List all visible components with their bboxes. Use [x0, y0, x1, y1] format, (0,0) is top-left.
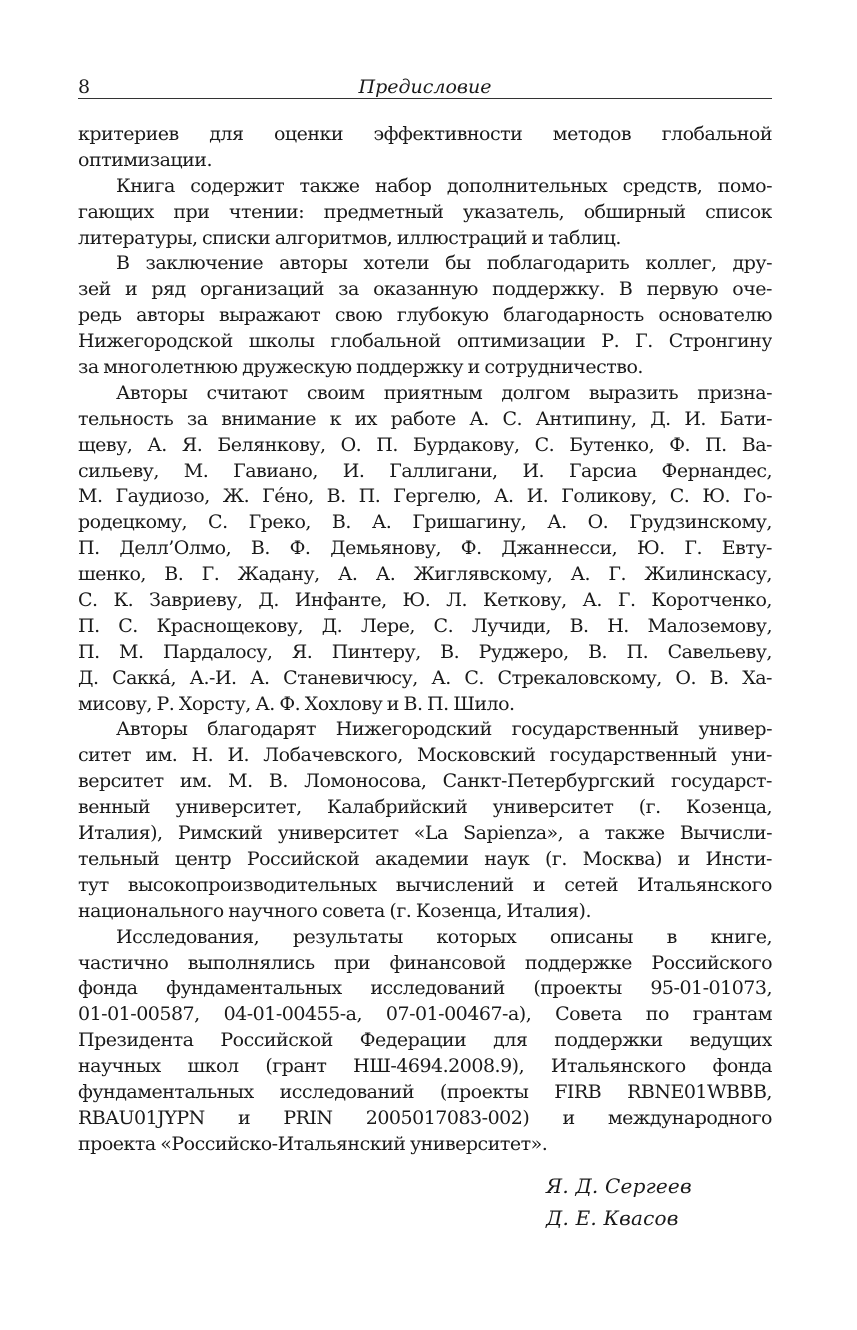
text-line: RBAU01JYPN и PRIN 2005017083-002) и международного — [78, 1106, 772, 1129]
text-line: тут высокопроизводительных вычислений и сетей Итальянского — [78, 873, 772, 896]
text-line: научных школ (грант НШ-4694.2008.9), Итальянского фонда — [78, 1055, 772, 1078]
text-line: фонда фундаментальных исследований (проекты 95-01-01073, — [78, 977, 772, 1000]
text-line: за многолетнюю дружескую поддержку и сотрудничество. — [78, 356, 643, 379]
paragraph — [78, 717, 772, 924]
text-line: фундаментальных исследований (проекты FIRB RBNE01WBBB, — [78, 1080, 772, 1103]
text-line: оптимизации. — [78, 148, 212, 171]
author-signatures — [546, 1170, 692, 1234]
paragraph — [78, 381, 772, 718]
text-line: Италия), Римский университет «La Sapienza», а также Вычисли- — [78, 822, 772, 845]
text-line: сильеву, М. Гавиано, И. Галлигани, И. Гарсиа Фернандес, — [78, 459, 772, 482]
running-head — [78, 76, 772, 99]
text-line: мисову, Р. Хорсту, А. Ф. Хохлову и В. П. Шило. — [78, 692, 515, 715]
paragraph — [78, 174, 772, 252]
text-line: верситет им. М. В. Ломоносова, Санкт-Петербургский государст- — [78, 770, 772, 793]
text-line: частично выполнялись при финансовой поддержке Российского — [78, 951, 772, 974]
text-line: Авторы считают своим приятным долгом выразить призна- — [116, 381, 772, 404]
text-line: Д. Сакка́, А.-И. А. Станевичюсу, А. С. Стрекаловскому, О. В. Ха- — [78, 666, 772, 689]
text-line: ситет им. Н. И. Лобачевского, Московский государственный уни- — [78, 744, 772, 767]
text-line: литературы, списки алгоритмов, иллюстраций и таблиц. — [78, 226, 621, 249]
text-line: гающих при чтении: предметный указатель, обширный список — [78, 200, 772, 223]
text-line: В заключение авторы хотели бы поблагодарить коллег, дру- — [116, 252, 772, 275]
paragraph — [78, 251, 772, 380]
author-signature: Д. Е. Квасов — [546, 1206, 679, 1230]
text-line: проекта «Российско-Итальянский университет». — [78, 1132, 548, 1155]
paragraph — [78, 925, 772, 1158]
text-line: щеву, А. Я. Белянкову, О. П. Бурдакову, С. Бутенко, Ф. П. Ва- — [78, 433, 772, 456]
text-line: П. С. Краснощекову, Д. Лере, С. Лучиди, В. Н. Малоземову, — [78, 614, 772, 637]
text-line: Президента Российской Федерации для поддержки ведущих — [78, 1029, 772, 1052]
text-line: Авторы благодарят Нижегородский государственный универ- — [116, 718, 772, 741]
text-line: шенко, В. Г. Жадану, А. А. Жиглявскому, А. Г. Жилинскасу, — [78, 563, 772, 586]
text-line: критериев для оценки эффективности методов глобальной — [78, 123, 772, 145]
text-line: зей и ряд организаций за оказанную поддержку. В первую оче- — [78, 278, 772, 301]
text-line: Исследования, результаты которых описаны в книге, — [116, 925, 772, 948]
text-line: П. Делл’Олмо, В. Ф. Демьянову, Ф. Джаннесси, Ю. Г. Евту- — [78, 537, 772, 560]
text-line: Нижегородской школы глобальной оптимизации Р. Г. Стронгину — [78, 330, 772, 353]
body-text — [78, 122, 772, 1158]
paragraph — [78, 122, 772, 174]
text-line: Книга содержит также набор дополнительных средств, помо- — [116, 174, 772, 197]
page-number: 8 — [78, 76, 91, 98]
text-line: С. К. Завриеву, Д. Инфанте, Ю. Л. Кеткову, А. Г. Коротченко, — [78, 589, 772, 612]
author-signature: Я. Д. Сергеев — [546, 1174, 692, 1198]
text-line: 01-01-00587, 04-01-00455-а, 07-01-00467-а), Совета по грантам — [78, 1003, 772, 1026]
text-line: М. Гаудиозо, Ж. Ге́но, В. П. Гергелю, А. И. Голикову, С. Ю. Го- — [78, 485, 772, 508]
text-line: национального научного совета (г. Козенца, Италия). — [78, 899, 591, 922]
section-title: Предисловие — [358, 76, 492, 98]
text-line: П. М. Пардалосу, Я. Пинтеру, В. Руджеро, В. П. Савельеву, — [78, 640, 772, 663]
text-line: тельный центр Российской академии наук (г. Москва) и Инсти- — [78, 847, 772, 870]
text-line: тельность за внимание к их работе А. С. Антипину, Д. И. Бати- — [78, 407, 772, 430]
text-line: венный университет, Калабрийский университет (г. Козенца, — [78, 796, 772, 819]
text-line: родецкому, С. Греко, В. А. Гришагину, А. О. Грудзинскому, — [78, 511, 772, 534]
text-line: редь авторы выражают свою глубокую благодарность основателю — [78, 304, 772, 327]
